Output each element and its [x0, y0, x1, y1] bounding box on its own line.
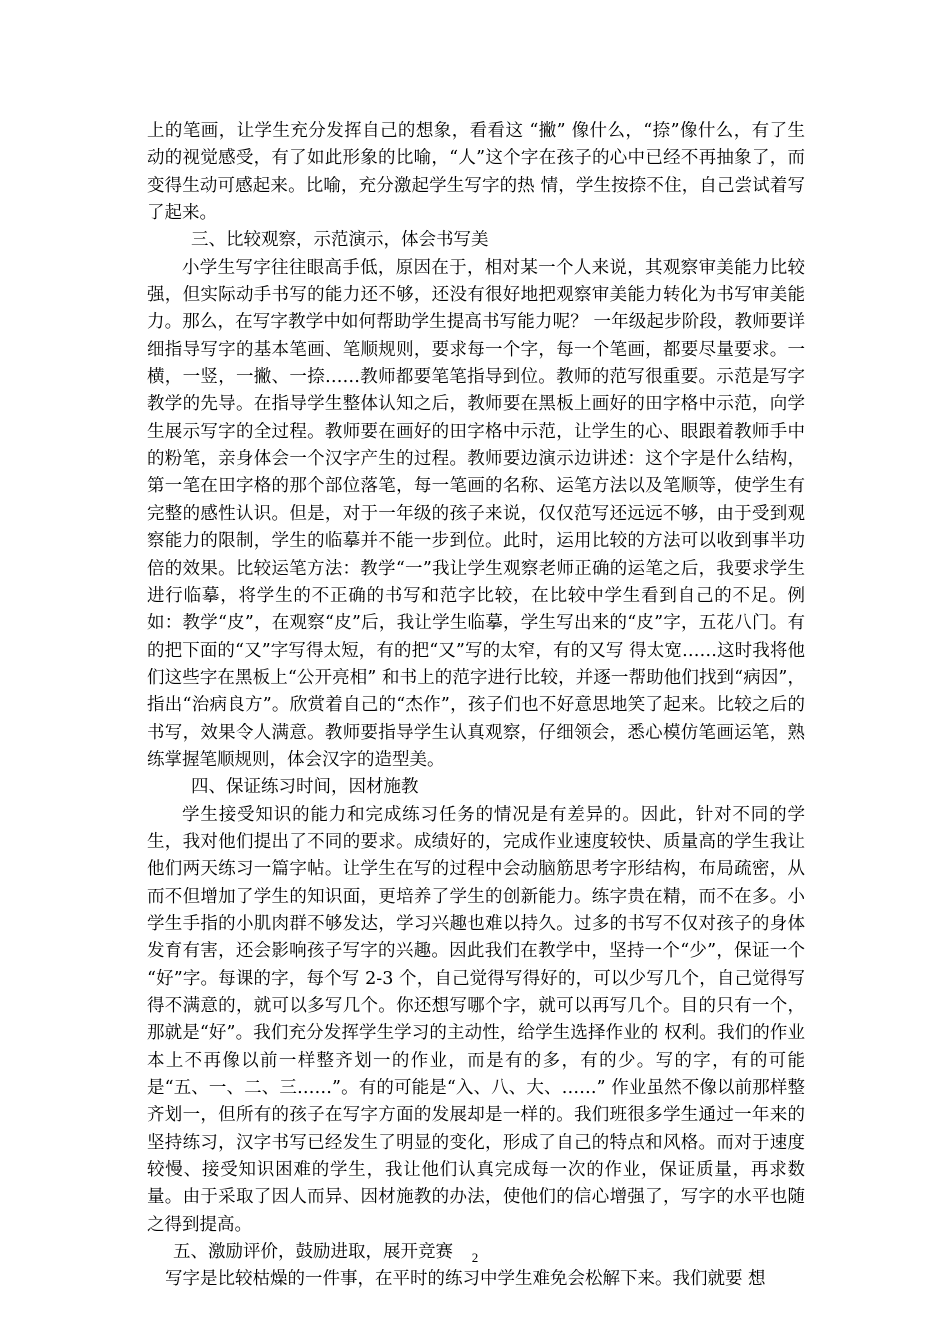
section-heading: 三、比较观察，示范演示，体会书写美 [191, 230, 489, 251]
section-heading: 五、激励评价，鼓励进取，展开竞赛 [173, 1242, 453, 1263]
paragraph-body: 小学生写字往往眼高手低，原因在于，相对某一个人来说，其观察审美能力比较强，但实际动手书写的能力还不够，还没有很好地把观察审美能力转化为书写审美能力。那么，在写字教学中如何帮助学生提高书写能力呢？ 一年级起步阶段，教师要详细指导写字的基本笔画、笔顺规则，要求每一个字，每一个笔画，都要尽量要求。一横，一竖，一撇、一捺……教师都要笔笔指导到位。教师的范写很重要。示范是写字教学的先导。在指导学生整体认知之后，教师要在黑板上画好的田字格中示范，向学生展示写字的全过程。教师要在画好的田字格中示范，让学生的心、眼跟着教师手中的粉笔，亲身体会一个汉字产生的过程。教师要边演示边讲述：这个字是什么结构，第一笔在田字格的那个部位落笔，每一笔画的名称、运笔方法以及笔顺等，使学生有完整的感性认识。但是，对于一年级的孩子来说，仅仅范写还远远不够，由于受到观察能力的限制，学生的临摹并不能一步到位。此时，运用比较的方法可以收到事半功倍的效果。比较运笔方法：教学“一”我让学生观察老师正确的运笔之后，我要求学生进行临摹，将学生的不正确的书写和范字比较，在比较中学生看到自己的不足。例如：教学“皮”，在观察“皮”后，我让学生临摹，学生写出来的“皮”字，五花八门。有的把下面的“又”字写得太短，有的把“又”写的太窄，有的又写 得太宽……这时我将他们这些字在黑板上“公开亮相” 和书上的范字进行比较，并逐一帮助他们找到“病因”，指出“治病良方”。欣赏着自己的“杰作”，孩子们也不好意思地笑了起来。比较之后的书写，效果令人满意。教师要指导学生认真观察，仔细领会，悉心模仿笔画运笔，熟练掌握笔顺规则，体会汉字的造型美。 [147, 257, 805, 770]
paragraph-body: 写字是比较枯燥的一件事，在平时的练习中学生难免会松解下来。我们就要 想 [165, 1269, 766, 1290]
page-number: 2 [471, 1250, 479, 1265]
paragraph-body: 上的笔画，让学生充分发挥自己的想象，看看这 “撇” 像什么，“捺”像什么，有了生动的视觉感受，有了如此形象的比喻，“人”这个字在孩子的心中已经不再抽象了，而变得生动可感起来。比喻，充分激起学生写字的热 情，学生按捺不住，自己尝试着写了起来。 [147, 121, 805, 224]
document-body [147, 118, 805, 1294]
section-heading: 四、保证练习时间，因材施教 [191, 777, 419, 798]
paragraph-body: 学生接受知识的能力和完成练习任务的情况是有差异的。因此，针对不同的学生，我对他们提出了不同的要求。成绩好的，完成作业速度较快、质量高的学生我让他们两天练习一篇字帖。让学生在写的过程中会动脑筋思考字形结构，布局疏密，从而不但增加了学生的知识面，更培养了学生的创新能力。练字贵在精，而不在多。小学生手指的小肌肉群不够发达，学习兴趣也难以持久。过多的书写不仅对孩子的身体发育有害，还会影响孩子写字的兴趣。因此我们在教学中，坚持一个“少”，保证一个 “好”字。每课的字，每个写 2-3 个，自己觉得写得好的，可以少写几个，自己觉得写得不满意的，就可以多写几个。你还想写哪个字，就可以再写几个。目的只有一个，那就是“好”。我们充分发挥学生学习的主动性，给学生选择作业的 权利。我们的作业本上不再像以前一样整齐划一的作业，而是有的多，有的少。写的字，有的可能是“五、一、二、三……”。有的可能是“入、八、大、……” 作业虽然不像以前那样整齐划一，但所有的孩子在写字方面的发展却是一样的。我们班很多学生通过一年来的坚持练习，汉字书写已经发生了明显的变化，形成了自己的特点和风格。而对于速度较慢、接受知识困难的学生，我让他们认真完成每一次的作业，保证质量，再求数量。由于采取了因人而异、因材施教的办法，使他们的信心增强了，写字的水平也随之得到提高。 [147, 804, 805, 1235]
